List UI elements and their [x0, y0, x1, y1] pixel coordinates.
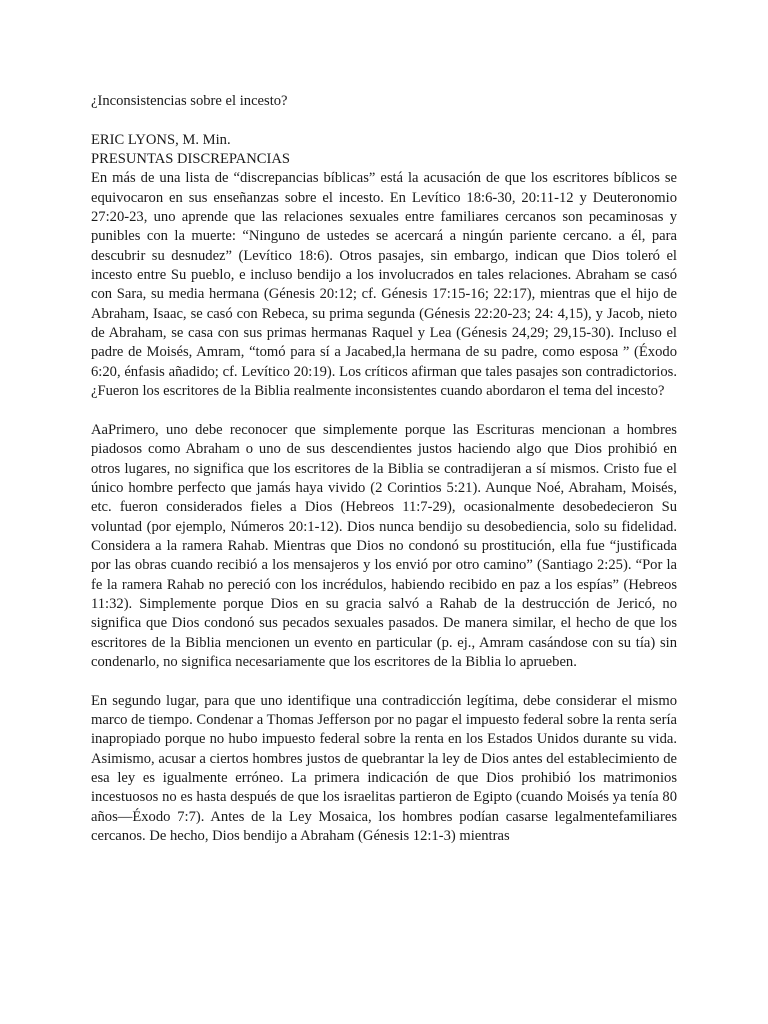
author-line: ERIC LYONS, M. Min. [91, 131, 231, 148]
paragraph-1: En más de una lista de “discrepancias bíblicas” está la acusación de que los escritores bíblicos se equivocaron en sus enseñanzas sobre el incesto. En Levítico 18:6-30, 20:11-12 y Deuteronomio 27:20-23, uno aprende que las relaciones sexuales entre familiares cercanos son pecaminosas y punibles con la muerte: “Ninguno de ustedes se acercará a ningún pariente cercano. a él, para descubrir su desnudez” (Levítico 18:6). Otros pasajes, sin embargo, indican que Dios toleró el incesto entre Su pueblo, e incluso bendijo a los involucrados en tales relaciones. Abraham se casó con Sara, su media hermana (Génesis 20:12; cf. Génesis 17:15-16; 22:17), mientras que el hijo de Abraham, Isaac, se casó con Rebeca, su prima segunda (Génesis 22:20-23; 24: 4,15), y Jacob, nieto de Abraham, se casa con sus primas hermanas Raquel y Lea (Génesis 24,29; 29,15-30). Incluso el padre de Moisés, Amram, “tomó para sí a Jacabed,la hermana de su padre, como esposa ” (Éxodo 6:20, énfasis añadido; cf. Levítico 20:19). Los críticos afirman que tales pasajes son contradictorios. ¿Fueron los escritores de la Biblia realmente inconsistentes cuando abordaron el tema del incesto? [91, 170, 677, 400]
blank-line [91, 111, 677, 130]
paragraph-2: AaPrimero, uno debe reconocer que simplemente porque las Escrituras mencionan a hombres piadosos como Abraham o uno de sus descendientes justos haciendo algo que Dios prohibió en otros lugares, no significa que los escritores de la Biblia se contradijeran a sí mismos. Cristo fue el único hombre perfecto que jamás haya vivido (2 Corintios 5:21). Aunque Noé, Abraham, Moisés, etc. fueron considerados fieles a Dios (Hebreos 11:7-29), ocasionalmente desobedecieron Su voluntad (por ejemplo, Números 20:1-12). Dios nunca bendijo su desobediencia, solo su fidelidad. Considera a la ramera Rahab. Mientras que Dios no condonó su prostitución, ella fue “justificada por las obras cuando recibió a los mensajeros y los envió por otro camino” (Santiago 2:25). “Por la fe la ramera Rahab no pereció con los incrédulos, habiendo recibido en paz a los espías” (Hebreos 11:32). Simplemente porque Dios en su gracia salvó a Rahab de la destrucción de Jericó, no significa que Dios condonó sus pecados sexuales pasados. De manera similar, el hecho de que los escritores de la Biblia mencionen un evento en particular (p. ej., Amram casándose con su tía) sin condenarlo, no significa necesariamente que los escritores de la Biblia lo aprueben. [91, 421, 677, 670]
document-title: ¿Inconsistencias sobre el incesto? [91, 93, 288, 109]
paragraph-3: En segundo lugar, para que uno identifique una contradicción legítima, debe considerar el mismo marco de tiempo. Condenar a Thomas Jefferson por no pagar el impuesto federal sobre la renta sería inapropiado porque no hubo impuesto federal sobre la renta en los Estados Unidos durante su vida. Asimismo, acusar a ciertos hombres justos de quebrantar la ley de Dios antes del establecimiento de esa ley es igualmente erróneo. La primera indicación de que Dios prohibió los matrimonios incestuosos no es hasta después de que los israelitas partieron de Egipto (cuando Moisés ya tenía 80 años—Éxodo 7:7). Antes de la Ley Mosaica, los hombres podían casarse legalmentefamiliares cercanos. De hecho, Dios bendijo a Abraham (Génesis 12:1-3) mientras [91, 692, 677, 845]
section-heading: PRESUNTAS DISCREPANCIAS [91, 151, 291, 168]
document-page [91, 92, 677, 846]
blank-line [91, 672, 677, 691]
blank-line [91, 402, 677, 421]
